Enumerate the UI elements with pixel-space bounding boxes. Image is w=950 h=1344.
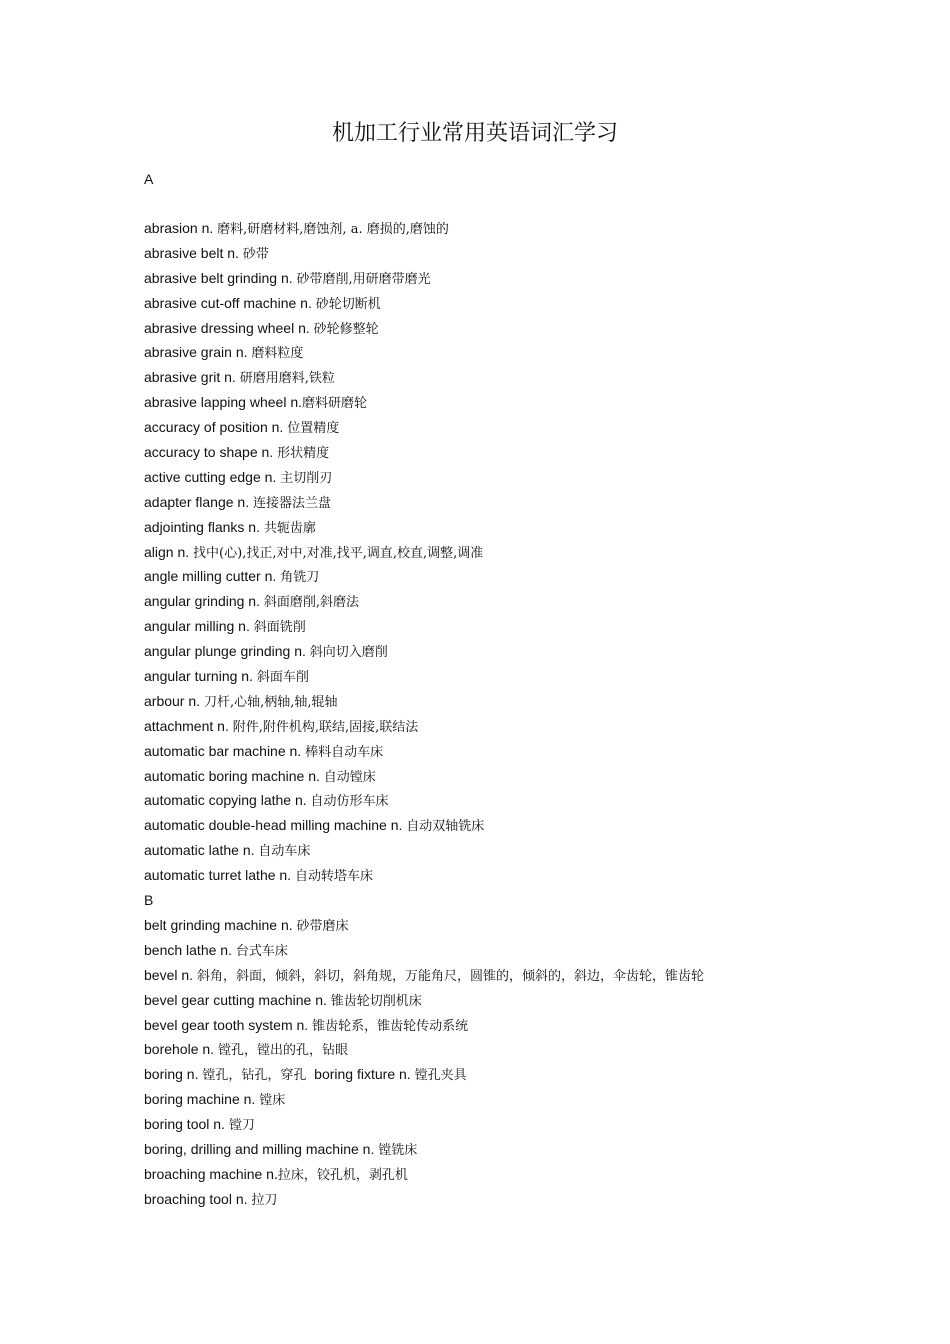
- entry-term: bevel gear tooth system n.: [144, 1016, 313, 1033]
- glossary-entry: [144, 318, 904, 343]
- entry-definition: 斜面磨削,斜磨法: [263, 595, 360, 611]
- entry-definition: 锥齿轮系，锥齿轮传动系统: [312, 1018, 469, 1034]
- entry-term: abrasive dressing wheel n.: [144, 319, 314, 336]
- section-letter-text: B: [144, 892, 154, 909]
- glossary-entry: [144, 666, 904, 691]
- glossary-entry: [144, 766, 904, 791]
- entry-term: bench lathe n.: [144, 941, 236, 958]
- entry-term: boring machine n.: [144, 1091, 260, 1108]
- entry-definition: 镗孔，镗出的孔，钻眼: [217, 1043, 348, 1059]
- glossary-entry: [144, 1015, 904, 1040]
- glossary-entry: [144, 442, 904, 467]
- glossary-entry: [144, 790, 904, 815]
- entry-definition: 自动双轴铣床: [406, 819, 485, 835]
- entry-definition: 斜面车削: [256, 670, 309, 686]
- glossary-entry: [144, 741, 904, 766]
- entry-definition: 砂带磨削,用研磨带磨光: [296, 271, 431, 287]
- glossary-entry: [144, 268, 904, 293]
- entry-definition: 附件,附件机构,联结,固接,联结法: [232, 719, 419, 735]
- entry-definition: 找中(心),找正,对中,对准,找平,调直,校直,调整,调准: [193, 545, 484, 561]
- entry-term: boring n.: [144, 1066, 203, 1083]
- entry-term: borehole n.: [144, 1041, 218, 1058]
- entry-term: broaching tool n.: [144, 1190, 252, 1207]
- entry-term: automatic double-head milling machine n.: [144, 817, 407, 834]
- entry-term: automatic bar machine n.: [144, 742, 306, 759]
- entry-definition: 锥齿轮切削机床: [330, 993, 422, 1009]
- entry-term: broaching machine n.: [144, 1165, 278, 1182]
- glossary-entry: [144, 1139, 904, 1164]
- document-title: 机加工行业常用英语词汇学习: [331, 121, 618, 146]
- entry-term: abrasive grain n.: [144, 344, 252, 361]
- entry-definition: 主切削刃: [280, 470, 333, 486]
- entry-definition: 共轭齿廓: [263, 520, 316, 536]
- section-letter-b: [144, 890, 904, 915]
- glossary-entry: [144, 641, 904, 666]
- entry-term: belt grinding machine n.: [144, 916, 297, 933]
- entry-term: automatic copying lathe n.: [144, 792, 311, 809]
- entry-term: angle milling cutter n.: [144, 568, 281, 585]
- entry-definition: 台式车床: [235, 943, 288, 959]
- entry-term: automatic turret lathe n.: [144, 867, 295, 884]
- entry-term: attachment n.: [144, 717, 233, 734]
- entry-definition: 磨料研磨轮: [302, 396, 368, 412]
- entry-definition: 研磨用磨料,铁粒: [239, 371, 335, 387]
- entry-term: angular milling n.: [144, 618, 254, 635]
- section-letter-a: A: [144, 171, 154, 187]
- glossary-entry: [144, 492, 904, 517]
- glossary-entry: [144, 716, 904, 741]
- entry-definition: 磨料粒度: [251, 346, 304, 362]
- entry-definition: 磨料,研磨材料,磨蚀剂, a. 磨损的,磨蚀的: [217, 222, 449, 237]
- glossary-entry: [144, 1064, 904, 1089]
- entry-definition: 连接器法兰盘: [252, 495, 331, 511]
- entry-term: bevel gear cutting machine n.: [144, 991, 331, 1008]
- glossary-list: [144, 218, 904, 1214]
- entry-term: accuracy to shape n.: [144, 444, 278, 461]
- entry-definition: 形状精度: [277, 446, 330, 462]
- glossary-entry: [144, 865, 904, 890]
- glossary-entry: [144, 342, 904, 367]
- glossary-entry: [144, 566, 904, 591]
- glossary-entry: [144, 293, 904, 318]
- entry-term: angular grinding n.: [144, 593, 264, 610]
- entry-term: automatic boring machine n.: [144, 767, 324, 784]
- glossary-entry: [144, 542, 904, 567]
- entry-definition: 砂轮切断机: [315, 296, 381, 312]
- entry-definition: 镗床: [259, 1093, 286, 1109]
- glossary-entry: [144, 392, 904, 417]
- glossary-entry: [144, 417, 904, 442]
- entry-definition: 角铣刀: [280, 570, 320, 586]
- entry-definition: 斜面铣削: [253, 620, 306, 636]
- entry-term: active cutting edge n.: [144, 468, 281, 485]
- entry-definition: 砂轮修整轮: [313, 321, 379, 337]
- entry-definition: 棒料自动车床: [305, 744, 384, 760]
- glossary-entry: [144, 815, 904, 840]
- entry-definition: 位置精度: [287, 421, 340, 437]
- entry-term: boring tool n.: [144, 1116, 229, 1133]
- entry-term: angular plunge grinding n.: [144, 643, 310, 660]
- entry-term: arbour n.: [144, 692, 204, 709]
- glossary-entry: [144, 1164, 904, 1189]
- glossary-entry: [144, 1089, 904, 1114]
- entry-definition: 斜向切入磨削: [309, 645, 388, 661]
- glossary-entry: [144, 940, 904, 965]
- glossary-entry: [144, 840, 904, 865]
- entry-term: angular turning n.: [144, 668, 257, 685]
- entry-definition: 镗铣床: [378, 1142, 418, 1158]
- entry-term: abrasive cut-off machine n.: [144, 294, 316, 311]
- entry-term: bevel n.: [144, 966, 197, 983]
- glossary-entry: [144, 915, 904, 940]
- glossary-entry: [144, 1189, 904, 1214]
- entry-definition: 砂带磨床: [296, 918, 349, 934]
- entry-term: adapter flange n.: [144, 493, 253, 510]
- glossary-entry: [144, 1039, 904, 1064]
- glossary-entry: [144, 243, 904, 268]
- entry-definition: 拉刀: [251, 1192, 278, 1208]
- entry-definition: 斜角，斜面，倾斜，斜切，斜角规，万能角尺，圆锥的，倾斜的，斜边，伞齿轮，锥齿轮: [196, 968, 704, 984]
- entry-term: abrasive belt n.: [144, 244, 243, 261]
- entry-term: boring fixture n.: [306, 1066, 415, 1083]
- entry-term: abrasive lapping wheel n.: [144, 394, 302, 411]
- entry-definition: 砂带: [242, 246, 269, 262]
- glossary-entry: [144, 965, 904, 990]
- glossary-entry: [144, 1114, 904, 1139]
- entry-definition: 拉床，铰孔机，剥孔机: [277, 1167, 408, 1183]
- entry-term: abrasive grit n.: [144, 369, 240, 386]
- entry-definition: 镗孔，钻孔，穿孔: [202, 1068, 307, 1084]
- entry-definition: 刀杆,心轴,柄轴,轴,辊轴: [203, 694, 338, 710]
- glossary-entry: [144, 591, 904, 616]
- glossary-entry: [144, 691, 904, 716]
- entry-definition: 镗孔夹具: [414, 1068, 467, 1084]
- entry-term: boring, drilling and milling machine n.: [144, 1140, 379, 1157]
- glossary-entry: [144, 367, 904, 392]
- entry-definition: 自动仿形车床: [310, 794, 389, 810]
- entry-term: abrasion n.: [144, 220, 218, 236]
- entry-term: automatic lathe n.: [144, 842, 259, 859]
- glossary-entry: [144, 218, 904, 243]
- entry-definition: 自动车床: [258, 844, 311, 860]
- entry-definition: 自动镗床: [323, 769, 376, 785]
- entry-term: abrasive belt grinding n.: [144, 269, 297, 286]
- glossary-entry: [144, 517, 904, 542]
- glossary-entry: [144, 616, 904, 641]
- entry-definition: 镗刀: [228, 1118, 255, 1134]
- glossary-entry: [144, 467, 904, 492]
- entry-term: adjointing flanks n.: [144, 518, 264, 535]
- entry-definition: 自动转塔车床: [294, 869, 373, 885]
- entry-term: align n.: [144, 543, 194, 560]
- glossary-entry: [144, 990, 904, 1015]
- entry-term: accuracy of position n.: [144, 419, 288, 436]
